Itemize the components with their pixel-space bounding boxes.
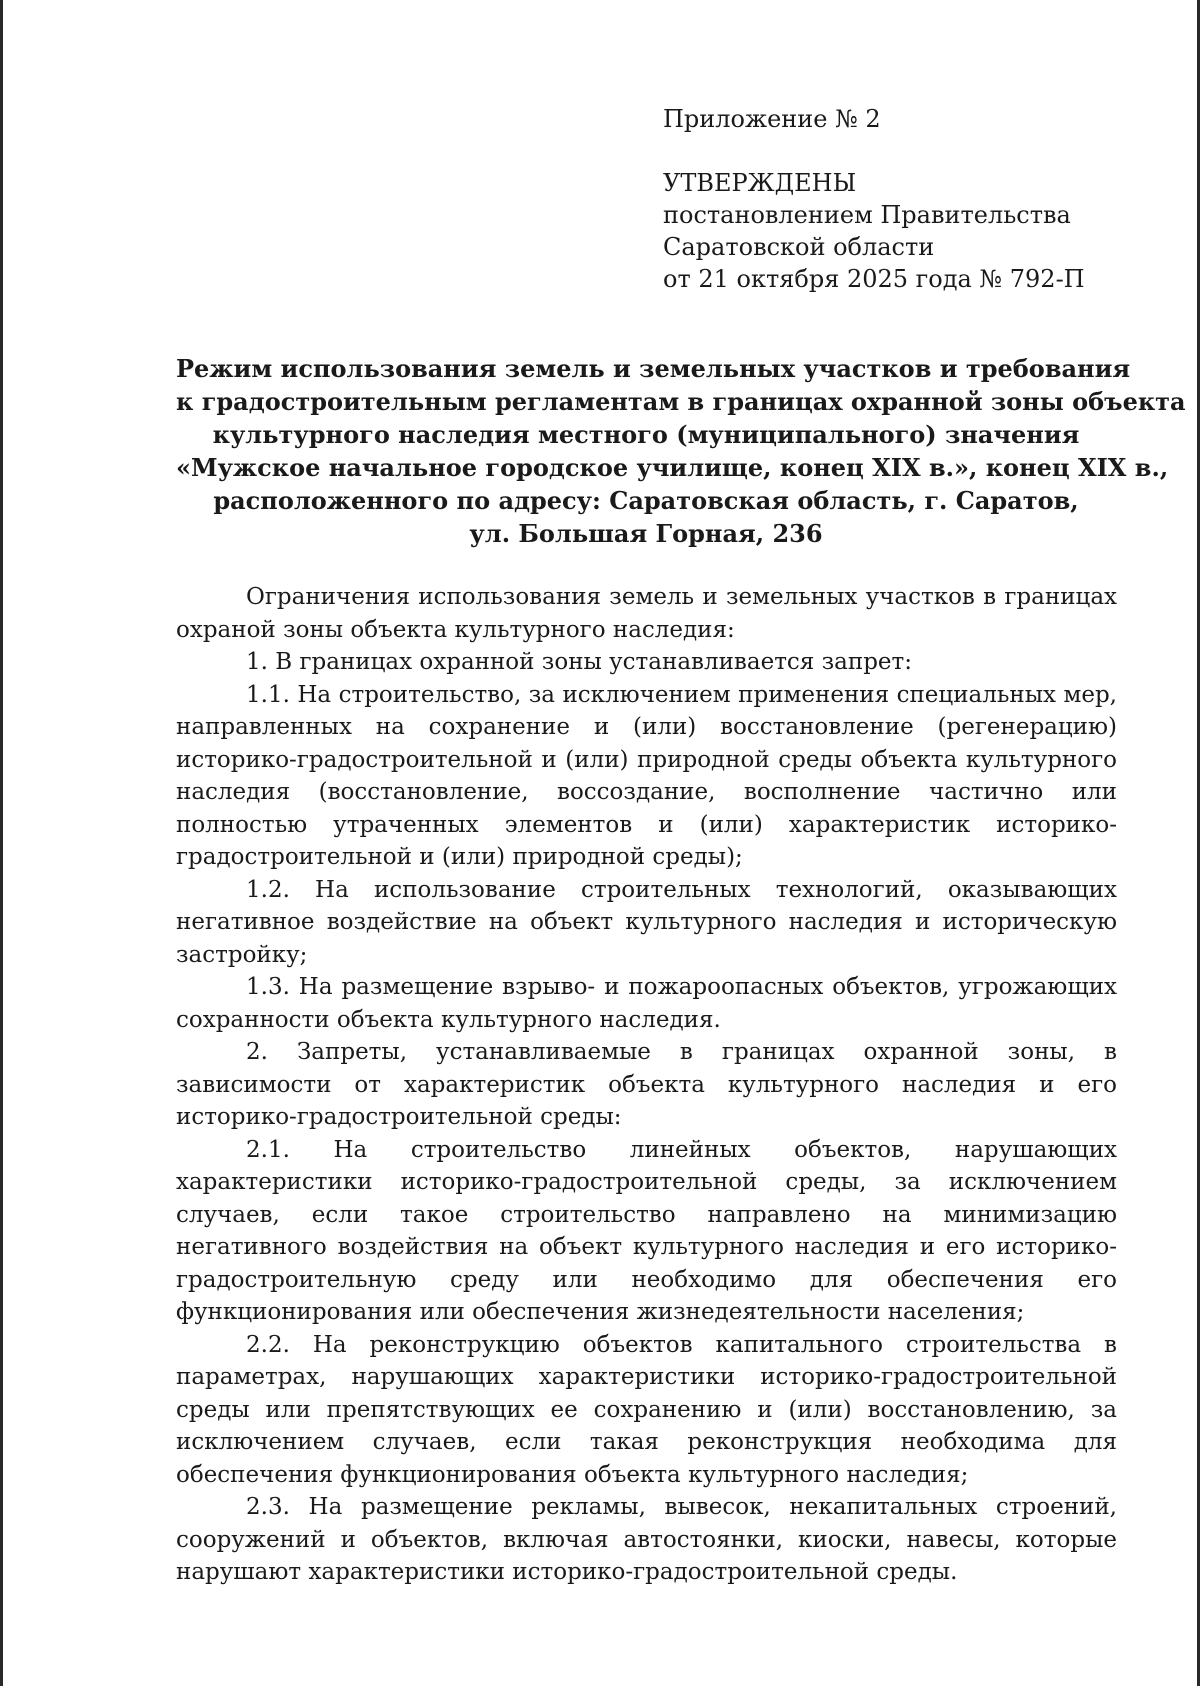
clause-1-1: 1.1. На строительство, за исключением применения специальных мер, направленных на сохранение и (или) восстановление (регенерацию) историко-градостроительной и (или) природной среды объекта культурного наследия (восстановление, воссоздание, восполнение частично или полностью утраченных элементов и (или) характеристик историко-градостроительной и (или) природной среды); [176,681,1117,870]
document-body [176,581,1117,1589]
title-line: «Мужское начальное городское училище, конец XIX в.», конец XIX в., [176,453,1169,482]
clause-1-3: 1.3. На размещение взрыво- и пожароопасных объектов, угрожающих сохранности объекта культурного наследия. [176,974,1117,1033]
approval-date: от 21 октября 2025 года № 792-П [663,265,1085,293]
approval-block [663,103,1123,295]
intro-paragraph: Ограничения использования земель и земельных участков в границах охраной зоны объекта культурного наследия: [176,584,1117,643]
approved-by-line2: Саратовской области [663,233,935,261]
clause-2-2: 2.2. На реконструкцию объектов капитального строительства в параметрах, нарушающих характеристики историко-градостроительной среды или препятствующих ее сохранению и (или) восстановлению, за исключением случаев, если такая реконструкция необходима для обеспечения функционирования объекта культурного наследия; [176,1331,1117,1488]
clause-2: 2. Запреты, устанавливаемые в границах охранной зоны, в зависимости от характеристик объекта культурного наследия и его историко-градостроительной среды: [176,1039,1117,1130]
title-line: к градостроительным регламентам в границах охранной зоны объекта [176,387,1186,416]
clause-2-3: 2.3. На размещение рекламы, вывесок, некапитальных строений, сооружений и объектов, включая автостоянки, киоски, навесы, которые нарушают характеристики историко-градостроительной среды. [176,1494,1117,1585]
title-line: расположенного по адресу: Саратовская область, г. Саратов, [213,486,1079,515]
appendix-number: Приложение № 2 [663,105,881,133]
title-line: культурного наследия местного (муниципального) значения [212,420,1080,449]
clause-2-1: 2.1. На строительство линейных объектов, нарушающих характеристики историко-градостроительной среды, за исключением случаев, если такое строительство направлено на минимизацию негативного воздействия на объект культурного наследия и его историко-градостроительную среду или необходимо для обеспечения его функционирования или обеспечения жизнедеятельности населения; [176,1136,1117,1325]
clause-1-2: 1.2. На использование строительных технологий, оказывающих негативное воздействие на объект культурного наследия и историческую застройку; [176,876,1117,968]
approved-heading: УТВЕРЖДЕНЫ [663,169,857,197]
scan-edge-left [0,0,3,1686]
document-title [176,352,1186,550]
title-line: ул. Большая Горная, 236 [469,519,823,548]
approved-by-line1: постановлением Правительства [663,201,1071,229]
clause-1: 1. В границах охранной зоны устанавливается запрет: [246,649,913,675]
title-line: Режим использования земель и земельных участков и требования [176,354,1131,383]
